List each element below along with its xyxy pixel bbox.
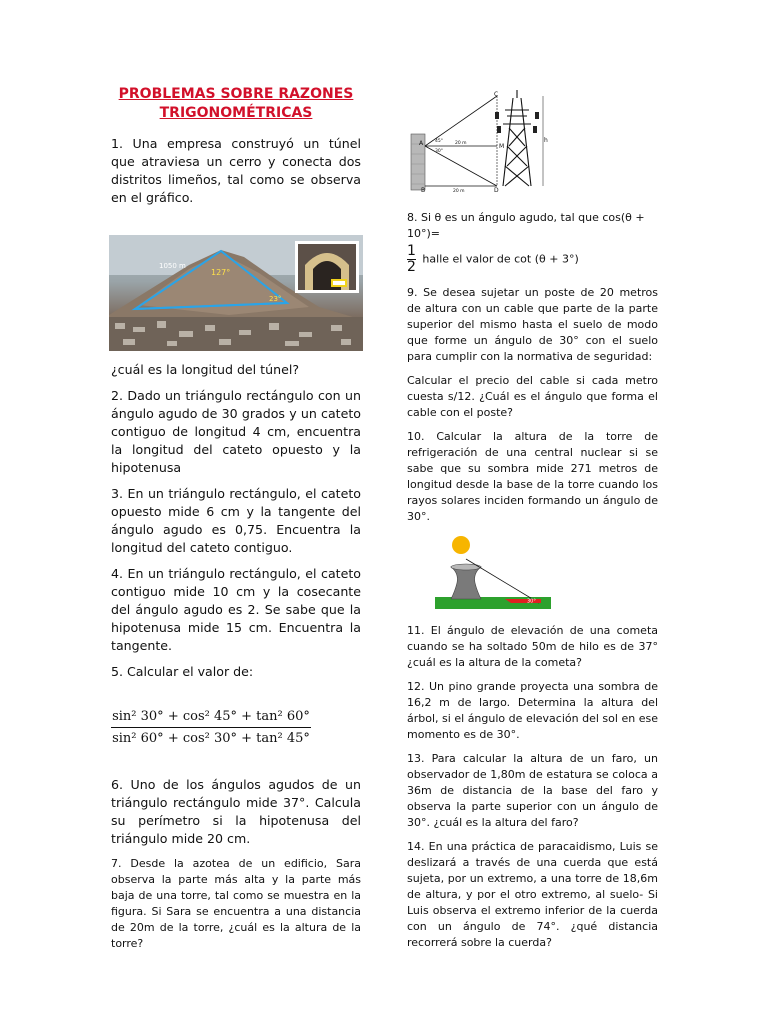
cooling-angle-label: 30° — [527, 598, 536, 605]
fraction-bar — [111, 727, 311, 728]
label-angle-45: 45° — [435, 139, 443, 144]
label-h: h — [544, 137, 548, 144]
problem-8-line-2 — [407, 244, 658, 275]
title-line-2: TRIGONOMÉTRICAS — [159, 105, 313, 121]
label-a: A — [419, 140, 424, 147]
label-m: M — [499, 143, 505, 150]
problem-1-question: ¿cuál es la longitud del túnel? — [111, 362, 300, 377]
page-title — [111, 85, 361, 123]
problem-1: 1. Una empresa construyó un túnel que atraviesa un cerro y conecta dos distritos limeños, tal como se observa en el gráfico. — [111, 136, 361, 205]
label-c: C — [494, 91, 499, 98]
tunnel-angle-top: 127° — [211, 268, 231, 277]
cooling-tower-illustration — [435, 533, 551, 609]
formula-denominator: sin² 60° + cos² 30° + tan² 45° — [112, 731, 310, 746]
label-d: D — [494, 187, 499, 194]
problem-10: 10. Calcular la altura de la torre de refrigeración de una central nuclear si se sabe que su sombra mide 271 metros de longitud desde la base de la torre cuando los rayos solares inciden formando un ángulo de 30°. — [407, 430, 658, 523]
problem-9b: Calcular el precio del cable si cada metro cuesta s/12. ¿Cuál es el ángulo que forma el cable con el poste? — [407, 374, 658, 419]
tower-figure — [409, 88, 549, 196]
problem-7: 7. Desde la azotea de un edificio, Sara observa la parte más alta y la parte más baja de una torre, tal como se muestra en la figura. Si Sara se encuentra a una distancia de 20m de la torre, ¿cuál es la altura de la torre? — [111, 857, 361, 950]
problem-6: 6. Uno de los ángulos agudos de un triángulo rectángulo mide 37°. Calcula su perímetro si la hipotenusa del triángulo mide 20 cm. — [111, 777, 361, 846]
formula-numerator: sin² 30° + cos² 45° + tan² 60° — [112, 709, 310, 724]
right-column — [407, 88, 658, 959]
problem-9a: 9. Se desea sujetar un poste de 20 metros de altura con un cable que parte de la parte superior del mismo hasta el suelo de modo que forme un ángulo de 30° con el suelo para cumplir con la normativa de seguridad: — [407, 286, 658, 363]
problem-12: 12. Un pino grande proyecta una sombra de 16,2 m de largo. Determina la altura del árbol, si el ángulo de elevación del sol en ese momento es de 30°. — [407, 680, 658, 741]
problem-3: 3. En un triángulo rectángulo, el cateto opuesto mide 6 cm y la tangente del ángulo agudo es 0,75. Encuentra la longitud del cateto contiguo. — [111, 486, 361, 555]
problem-2: 2. Dado un triángulo rectángulo con un ángulo agudo de 30 grados y un cateto contiguo de longitud 4 cm, encuentra la longitud del cateto opuesto y la hipotenusa — [111, 388, 361, 475]
problem-8-question: halle el valor de cot (θ + 3°) — [422, 252, 579, 266]
problem-8 — [407, 210, 658, 275]
problem-11: 11. El ángulo de elevación de una cometa cuando se ha soltado 50m de hilo es de 37°¿cuál es la altura de la cometa? — [407, 624, 658, 669]
fraction-one-half — [407, 244, 416, 275]
label-angle-30: 30° — [435, 149, 443, 154]
tower-diagram — [409, 88, 549, 196]
problem-5: 5. Calcular el valor de: — [111, 664, 254, 679]
title-line-1: PROBLEMAS SOBRE RAZONES — [118, 86, 354, 102]
fraction-numerator: 1 — [407, 243, 416, 259]
left-column — [111, 85, 361, 960]
problem-13: 13. Para calcular la altura de un faro, un observador de 1,80m de estatura se coloca a 36m de distancia de la base del faro y observa la parte superior con un ángulo de 30°. ¿cuál es la altura del faro? — [407, 752, 658, 829]
problem-4: 4. En un triángulo rectángulo, el cateto contiguo mide 10 cm y la cosecante del ángulo agudo es 2. Se sabe que la hipotenusa mide 15 cm. Encuentra la tangente. — [111, 566, 361, 653]
problem-14: 14. En una práctica de paracaidismo, Luis se deslizará a través de una cuerda que está sujeta, por un extremo, a una torre de 18,6m de altura, y por el otro extremo, al suelo- Si Luis observa el extremo inferior de la cuerda con un ángulo de 74°. ¿qué distancia recorrerá sobre la cuerda? — [407, 840, 658, 949]
tunnel-figure — [109, 235, 363, 351]
problem-8-line-1: 8. Si θ es un ángulo agudo, tal que cos(θ + 10°)= — [407, 211, 645, 240]
trig-formula — [111, 707, 311, 748]
label-distance-top: 20 m — [455, 141, 467, 146]
tunnel-length-label: 1050 m — [159, 262, 186, 270]
tunnel-illustration — [109, 235, 363, 351]
fraction-denominator: 2 — [407, 259, 416, 275]
label-distance-bottom: 20 m — [453, 189, 465, 194]
label-b: B — [421, 187, 426, 194]
tunnel-angle-right: 23° — [269, 295, 282, 303]
cooling-tower-figure — [435, 533, 551, 609]
